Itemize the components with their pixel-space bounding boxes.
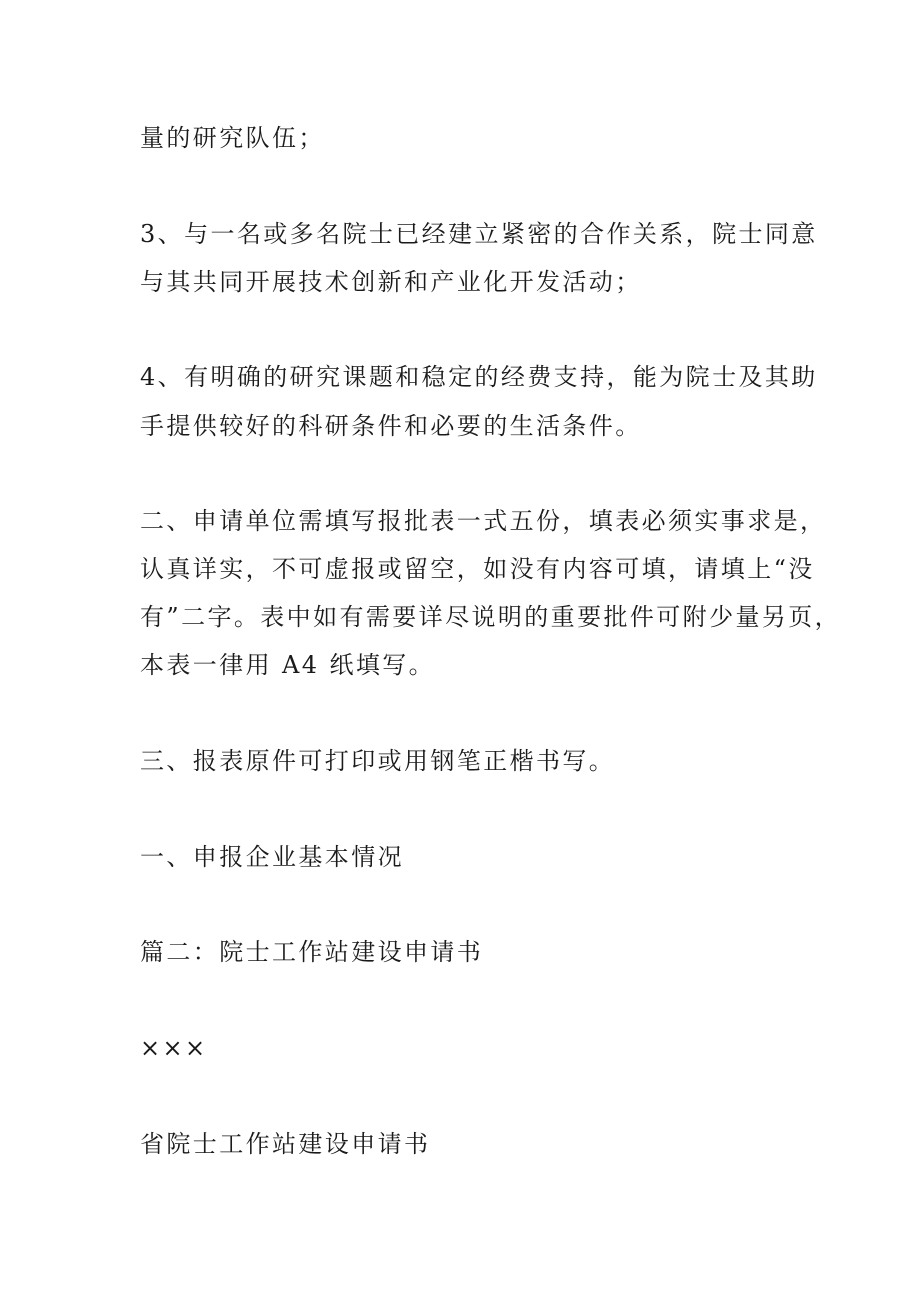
paragraph-line: 与其共同开展技术创新和产业化开发活动； [140,268,642,296]
paragraph-line: 手提供较好的科研条件和必要的生活条件。 [140,412,642,440]
section-heading: 一、申报企业基本情况 [140,843,404,871]
paragraph-line: 量的研究队伍； [140,124,325,152]
paragraph-line: 3、与一名或多名院士已经建立紧密的合作关系，院士同意 [140,220,818,248]
article-heading: 篇二：院士工作站建设申请书 [140,938,484,966]
paragraph-line: 认真详实，不可虚报或留空，如没有内容可填，请填上“没 [140,555,815,583]
paragraph-line: 4、有明确的研究课题和稳定的经费支持，能为院士及其助 [140,363,818,391]
document-title: 省院士工作站建设申请书 [140,1130,431,1158]
paragraph-line: 本表一律用 A4 纸填写。 [140,651,436,679]
paragraph-line: 有”二字。表中如有需要详尽说明的重要批件可附少量另页， [140,603,842,631]
placeholder-name: ××× [140,1034,208,1062]
paragraph-line: 三、报表原件可打印或用钢笔正楷书写。 [140,747,616,775]
paragraph-line: 二、申请单位需填写报批表一式五份，填表必须实事求是， [140,507,827,535]
